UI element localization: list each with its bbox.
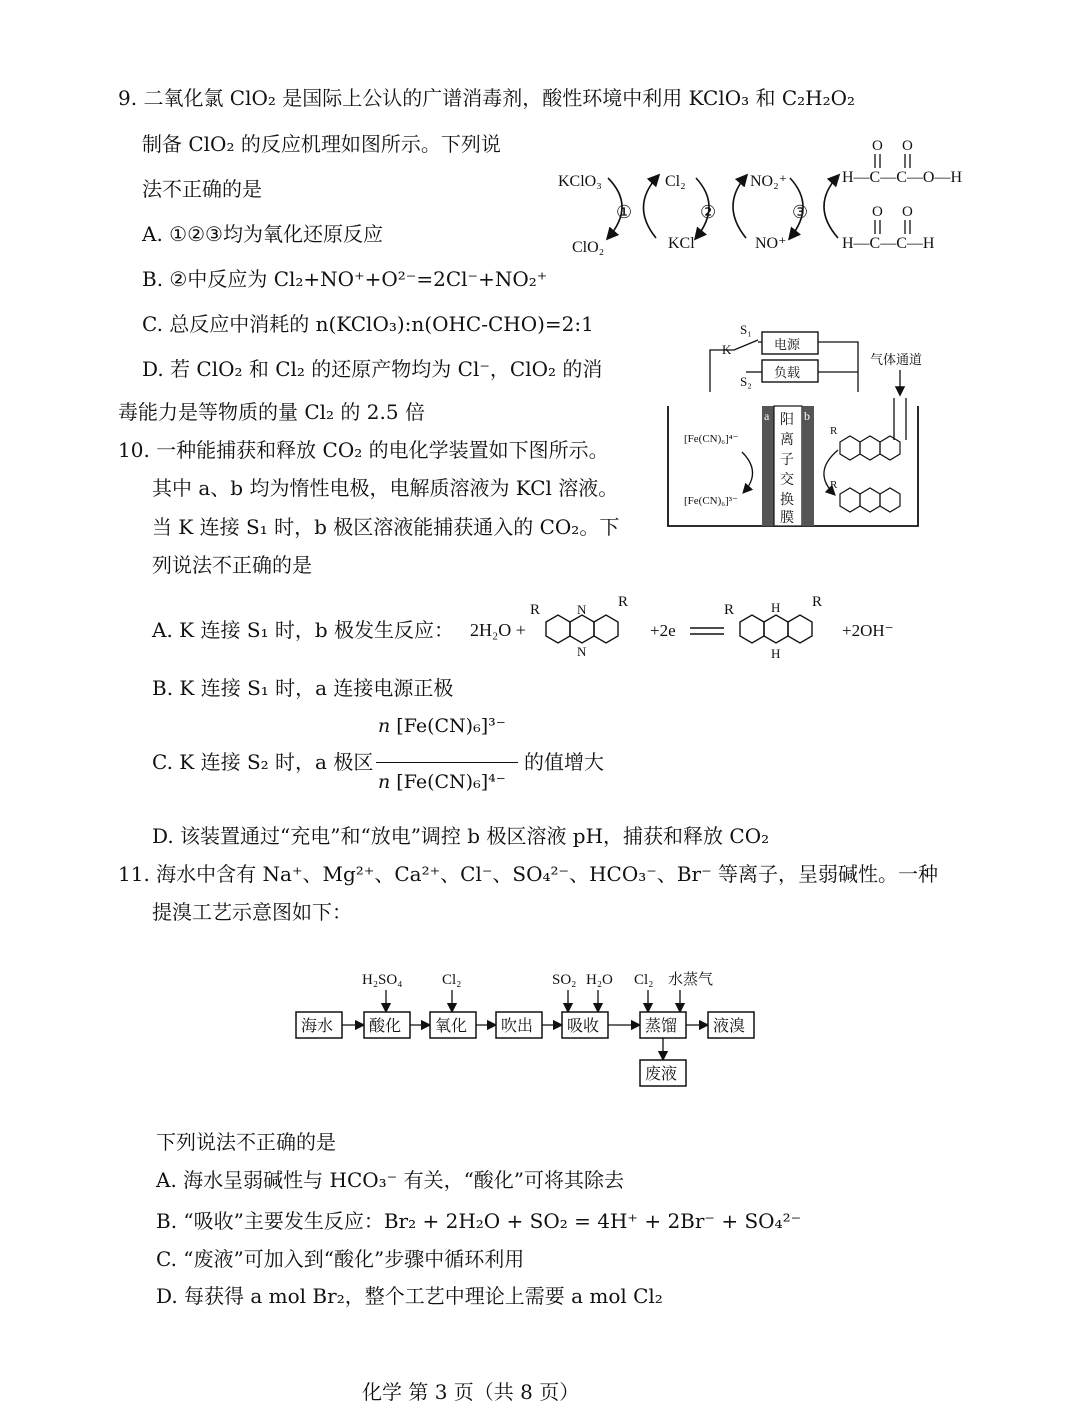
q10-eq-ring2 <box>570 615 594 643</box>
q11-stem-line2: 提溴工艺示意图如下： <box>152 900 352 924</box>
q9-cycle2b-arrow <box>733 176 746 238</box>
q11-option-a: A. 海水呈弱碱性与 HCO₃⁻ 有关，“酸化”可将其除去 <box>156 1168 625 1192</box>
q11-label-liquid-bromine: 液溴 <box>713 1016 746 1035</box>
q11-prompt: 下列说法不正确的是 <box>156 1130 336 1154</box>
q9-fig-step2: ② <box>700 202 717 222</box>
q11-label-absorb: 吸收 <box>567 1016 600 1035</box>
q10-fig-s1: S₁ <box>740 322 752 337</box>
q9-fig-gly-o1: O <box>872 204 883 220</box>
q10-dihydro-ring3 <box>880 488 900 512</box>
q10-option-d: D. 该装置通过“充电”和“放电”调控 b 极区溶液 pH，捕获和释放 CO₂ <box>152 824 770 848</box>
q10-left-cycle-arrow <box>742 452 753 492</box>
q10-wire-right <box>818 342 858 392</box>
q10-fig-mem-4: 换 <box>780 493 794 508</box>
q10-dihydro-ring1 <box>840 488 860 512</box>
q11-label-oxidize: 氧化 <box>435 1016 468 1035</box>
q9-fig-acid-o1: O <box>872 138 883 154</box>
q10-fig-gas: 气体通道 <box>870 353 923 368</box>
q9-option-d-line2: 毒能力是等物质的量 Cl₂ 的 2.5 倍 <box>118 400 425 424</box>
q11-input-steam: 水蒸气 <box>668 970 714 988</box>
q10-stem-line4: 列说法不正确的是 <box>152 553 312 577</box>
q9-cycle1b-arrow <box>643 176 658 238</box>
q10-apparatus-diagram <box>662 320 942 530</box>
q10-eq-ring4 <box>740 615 764 643</box>
q10-fig-fe4: [Fe(CN)₆]⁴⁻ <box>684 433 739 445</box>
q10-stem-line1: 10. 一种能捕获和释放 CO₂ 的电化学装置如下图所示。 <box>118 438 609 462</box>
q10-fraction-bar <box>376 762 518 763</box>
q10-eq-r4: R <box>812 594 823 610</box>
q9-fig-acid-o2: O <box>902 138 913 154</box>
q11-option-b: B. “吸收”主要发生反应：Br₂ + 2H₂O + SO₂ = 4H⁺ + 2Br⁻ + SO₄²⁻ <box>156 1209 802 1233</box>
q10-fig-mem-3: 交 <box>780 473 794 488</box>
q9-mechanism-diagram <box>550 130 980 270</box>
q10-eq-left: 2H₂O + <box>470 620 526 640</box>
q10-fig-load: 负载 <box>774 366 801 381</box>
q11-input-so2: SO₂ <box>552 972 577 988</box>
q10-fig-s2: S₂ <box>740 374 752 389</box>
q10-c-n-bottom: n <box>378 771 391 793</box>
q11-option-d: D. 每获得 a mol Br₂，整个工艺中理论上需要 a mol Cl₂ <box>156 1284 663 1308</box>
q11-label-seawater: 海水 <box>301 1016 334 1035</box>
q10-dihydro-ring2 <box>860 488 880 512</box>
q10-fig-mem-0: 阳 <box>780 413 794 428</box>
q9-fig-kcl: KCl <box>668 235 695 252</box>
q11-label-waste: 废液 <box>645 1064 678 1083</box>
q9-fig-glyoxal: H—C—C—H <box>842 235 935 252</box>
q10-eq-right: +2OH⁻ <box>842 621 894 640</box>
q9-option-c: C. 总反应中消耗的 n(KClO₃):n(OHC-CHO)=2:1 <box>142 312 594 336</box>
q10-eq-h2: H <box>771 646 781 661</box>
q10-fig-k: K <box>722 342 732 357</box>
q10-phenazine-ring3 <box>880 436 900 460</box>
q9-option-b: B. ②中反应为 Cl₂+NO⁺+O²⁻=2Cl⁻+NO₂⁺ <box>142 267 548 291</box>
q9-fig-cl2: Cl₂ <box>665 173 686 190</box>
q9-stem-line3: 法不正确的是 <box>142 177 262 201</box>
q9-fig-gly-o2: O <box>902 204 913 220</box>
q10-option-c-post: 的值增大 <box>524 750 604 774</box>
q11-label-acidify: 酸化 <box>369 1016 402 1035</box>
q11-option-c: C. “废液”可加入到“酸化”步骤中循环利用 <box>156 1247 525 1271</box>
q10-option-c-numerator <box>378 712 506 740</box>
q10-c-num: [Fe(CN)₆]³⁻ <box>396 715 506 737</box>
q10-phenazine-ring1 <box>840 436 860 460</box>
q9-stem-line1: 9. 二氧化氯 ClO₂ 是国际上公认的广谱消毒剂，酸性环境中利用 KClO₃ 和 C₂H₂O₂ <box>118 86 856 110</box>
q10-c-den: [Fe(CN)₆]⁴⁻ <box>396 771 506 793</box>
q9-fig-nop: NO⁺ <box>755 235 787 252</box>
q10-fig-r2: R <box>830 479 838 491</box>
q9-cycle3b-arrow <box>824 176 838 238</box>
q11-label-blowout: 吹出 <box>501 1016 534 1035</box>
q9-option-d-line1: D. 若 ClO₂ 和 Cl₂ 的还原产物均为 Cl⁻，ClO₂ 的消 <box>142 357 603 381</box>
page-footer: 化学 第 3 页（共 8 页） <box>362 1380 580 1404</box>
q9-fig-acid: H—C—C—O—H <box>842 169 963 186</box>
q10-electrode-a <box>762 406 774 526</box>
q10-fig-mem-2: 子 <box>780 453 794 468</box>
q9-fig-clo2: ClO₂ <box>572 239 605 256</box>
q10-fig-power: 电源 <box>774 338 801 353</box>
q10-eq-r3: R <box>724 602 735 618</box>
q10-eq-ring3 <box>594 615 618 643</box>
q9-fig-no2p: NO₂⁺ <box>750 173 788 190</box>
q9-option-a: A. ①②③均为氧化还原反应 <box>142 222 383 246</box>
q10-option-b: B. K 连接 S₁ 时，a 连接电源正极 <box>152 676 454 700</box>
q10-stem-line3: 当 K 连接 S₁ 时，b 极区溶液能捕获通入的 CO₂。下 <box>152 515 620 539</box>
q11-stem-line1: 11. 海水中含有 Na⁺、Mg²⁺、Ca²⁺、Cl⁻、SO₄²⁻、HCO₃⁻、Br⁻ 等离子，呈弱碱性。一种 <box>118 862 938 886</box>
q10-fig-mem-1: 离 <box>780 433 794 448</box>
q9-fig-step3: ③ <box>792 202 809 222</box>
q10-fig-a: a <box>764 409 770 423</box>
q10-fig-fe3: [Fe(CN)₆]³⁻ <box>684 495 738 507</box>
q10-fig-r1: R <box>830 425 838 437</box>
q10-eq-r1: R <box>530 602 541 618</box>
q11-flow-diagram <box>290 962 770 1092</box>
q10-switch <box>734 340 758 350</box>
q11-label-distill: 蒸馏 <box>645 1016 678 1035</box>
q10-fig-b: b <box>804 409 810 423</box>
q11-input-h2o: H₂O <box>586 972 613 988</box>
q10-c-n-top: n <box>378 715 391 737</box>
q10-stem-line2: 其中 a、b 均为惰性电极，电解质溶液为 KCl 溶液。 <box>152 476 619 500</box>
q10-eq-h1: H <box>771 600 781 615</box>
q11-input-h2so4: H₂SO₄ <box>362 972 403 988</box>
q10-eq-r2: R <box>618 594 629 610</box>
q11-input-cl2-a: Cl₂ <box>442 972 462 988</box>
q10-option-c-pre: C. K 连接 S₂ 时，a 极区 <box>152 750 374 774</box>
q10-eq-ring6 <box>788 615 812 643</box>
q10-eq-n1: N <box>577 602 587 617</box>
q10-eq-n2: N <box>577 644 587 659</box>
q9-fig-step1: ① <box>616 202 633 222</box>
q10-phenazine-ring2 <box>860 436 880 460</box>
q11-input-cl2-b: Cl₂ <box>634 972 654 988</box>
q10-eq-ring1 <box>546 615 570 643</box>
q10-option-a-text: A. K 连接 S₁ 时，b 极发生反应： <box>152 618 455 642</box>
q10-eq-mid: +2e <box>650 621 676 640</box>
q10-electrode-b <box>802 406 814 526</box>
q10-option-a-equation <box>468 588 908 668</box>
q9-fig-kclo3: KClO₃ <box>558 173 602 190</box>
q10-eq-ring5 <box>764 615 788 643</box>
q10-fig-mem-5: 膜 <box>780 511 794 526</box>
q9-stem-line2: 制备 ClO₂ 的反应机理如图所示。下列说 <box>142 132 501 156</box>
q10-option-c-denominator <box>378 768 506 796</box>
